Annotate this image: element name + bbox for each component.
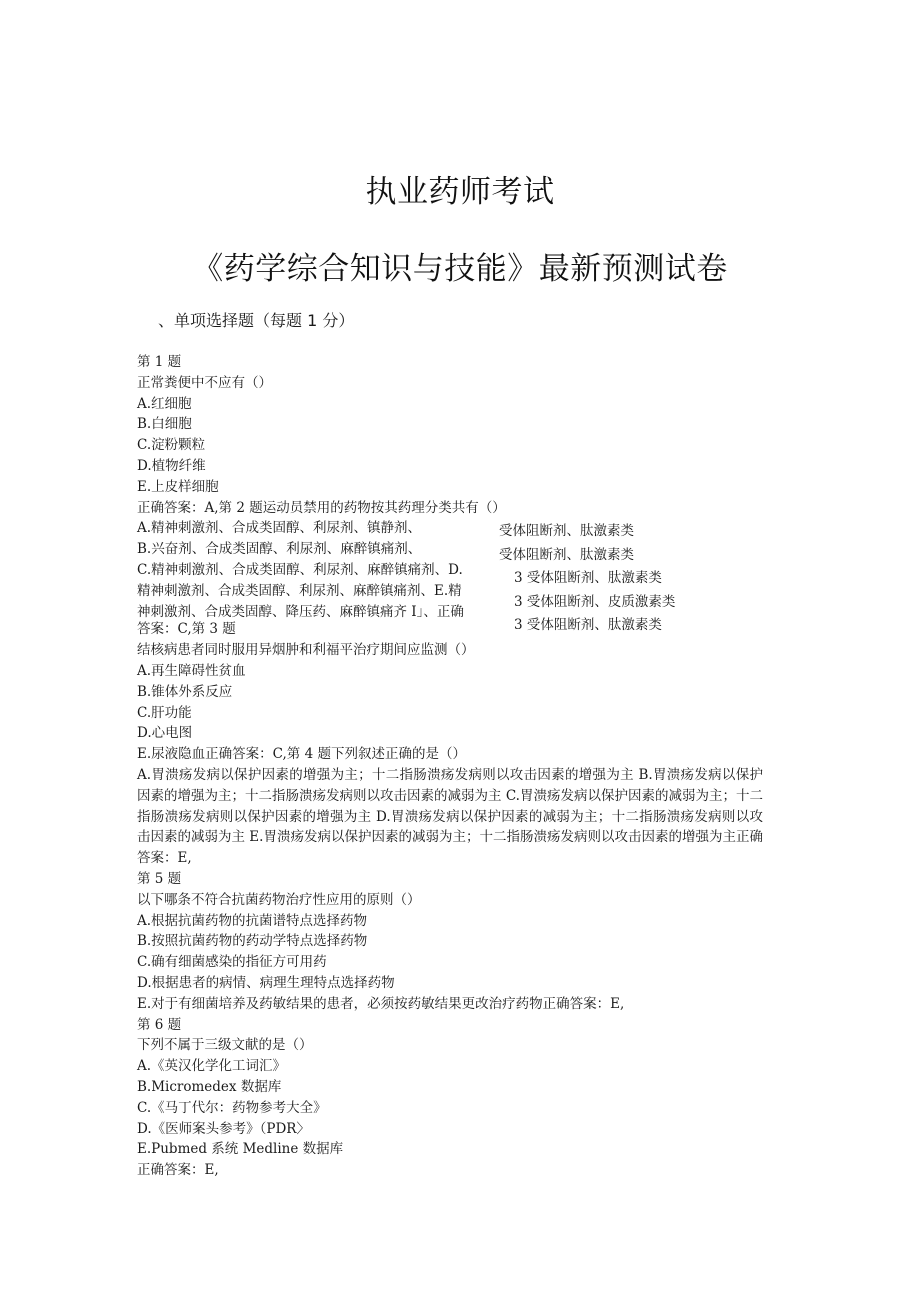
question-1-option-d: D.植物纤维 (137, 457, 206, 474)
question-5-option-b: B.按照抗菌药物的药动学特点选择药物 (137, 933, 368, 950)
question-6-option-a: A.《英汉化学化工词汇》 (137, 1058, 287, 1075)
question-2-right-line: 受体阻断剂、肽激素类 (499, 523, 634, 540)
question-1-option-c: C.淀粉颗粒 (137, 437, 206, 454)
question-1-answer: 正确答案：A,第 2 题运动员禁用的药物按其药理分类共有（） (137, 499, 506, 516)
question-5-option-e: E.对于有细菌培养及药敏结果的患者，必须按药敏结果更改治疗药物正确答案：E, (137, 995, 625, 1012)
question-6-number: 第 6 题 (137, 1016, 182, 1033)
question-3-option-b: B.锥体外系反应 (137, 683, 233, 700)
question-1-stem: 正常粪便中不应有（） (137, 374, 272, 391)
question-2-right-line: 3 受体阻断剂、肽激素类 (514, 570, 662, 587)
question-6-answer: 正确答案：E, (137, 1162, 219, 1179)
question-5-option-a: A.根据抗菌药物的抗菌谱特点选择药物 (137, 912, 368, 929)
question-2-left-line: A.精神刺激剂、合成类固醇、利尿剂、镇静剂、 (137, 520, 422, 537)
question-3-option-a: A.再生障碍性贫血 (137, 662, 246, 679)
question-2-left-line: 神刺激剂、合成类固醇、降压药、麻醉镇痛齐 I」、正确 (137, 603, 464, 620)
document-subtitle: 《药学综合知识与技能》最新预测试卷 (192, 251, 728, 287)
question-6-option-b: B.Micromedex 数据库 (137, 1078, 282, 1095)
question-list (137, 352, 767, 1181)
question-2-answer: 答案：C,第 3 题 (137, 621, 236, 638)
question-6-option-c: C.《马丁代尔：药物参考大全》 (137, 1099, 327, 1116)
question-1-option-a: A.红细胞 (137, 395, 192, 412)
question-2-right-line: 3 受体阻断剂、皮质激素类 (514, 593, 676, 610)
question-3-answer: E.尿液隐血正确答案：C,第 4 题下列叙述正确的是（） (137, 746, 466, 763)
question-5-option-d: D.根据患者的病情、病理生理特点选择药物 (137, 974, 395, 991)
section-heading: 、单项选择题（每题 1 分） (158, 311, 355, 330)
question-1-option-e: E.上皮样细胞 (137, 478, 219, 495)
question-2-left-column (137, 518, 489, 622)
question-2-right-line: 3 受体阻断剂、肽激素类 (514, 617, 662, 634)
question-6-option-d: D.《医师案头参考》（PDR〉 (137, 1120, 310, 1137)
question-5-stem: 以下哪条不符合抗菌药物治疗性应用的原则（） (137, 891, 421, 908)
question-5-option-c: C.确有细菌感染的指征方可用药 (137, 954, 327, 971)
question-2-left-line: C.精神刺激剂、合成类固醇、利尿剂、麻醉镇痛剂、D. (137, 561, 463, 578)
question-3-option-d: D.心电图 (137, 725, 193, 742)
question-2-right-line: 受体阻断剂、肽激素类 (499, 546, 634, 563)
question-1-option-b: B.白细胞 (137, 416, 192, 433)
question-5-number: 第 5 题 (137, 870, 182, 887)
question-6-stem: 下列不属于三级文献的是（） (137, 1037, 313, 1054)
question-3-option-c: C.肝功能 (137, 704, 192, 721)
document-title: 执业药师考试 (365, 174, 555, 210)
question-2-left-line: 精神刺激剂、合成类固醇、利尿剂、麻醉镇痛剂、E.精 (137, 582, 462, 599)
question-3-stem: 结核病患者同时服用异烟肿和利福平治疗期间应监测（） (137, 642, 475, 659)
question-2-right-column (499, 520, 759, 638)
question-6-option-e: E.Pubmed 系统 Medline 数据库 (137, 1141, 344, 1158)
question-2-left-line: B.兴奋剂、合成类固醇、利尿剂、麻醉镇痛剂、 (137, 541, 422, 558)
question-4-options-paragraph: A.胃溃疡发病以保护因素的增强为主；十二指肠溃疡发病则以攻击因素的增强为主 B.胃溃疡发病以保护因素的增强为主；十二指肠溃疡发病则以攻击因素的减弱为主 C.胃溃疡发病以保护因素的减弱为主；十二指肠溃疡发病则以保护因素的增强为主 D.胃溃疡发病以保护因素的减弱为主；十二指肠溃疡发病则以攻击因素的减弱为主 E.胃溃疡发病以保护因素的减弱为主；十二指肠溃疡发病则以攻击因素的增强为主正确答案：E, (137, 766, 763, 867)
question-1-number: 第 1 题 (137, 354, 182, 370)
